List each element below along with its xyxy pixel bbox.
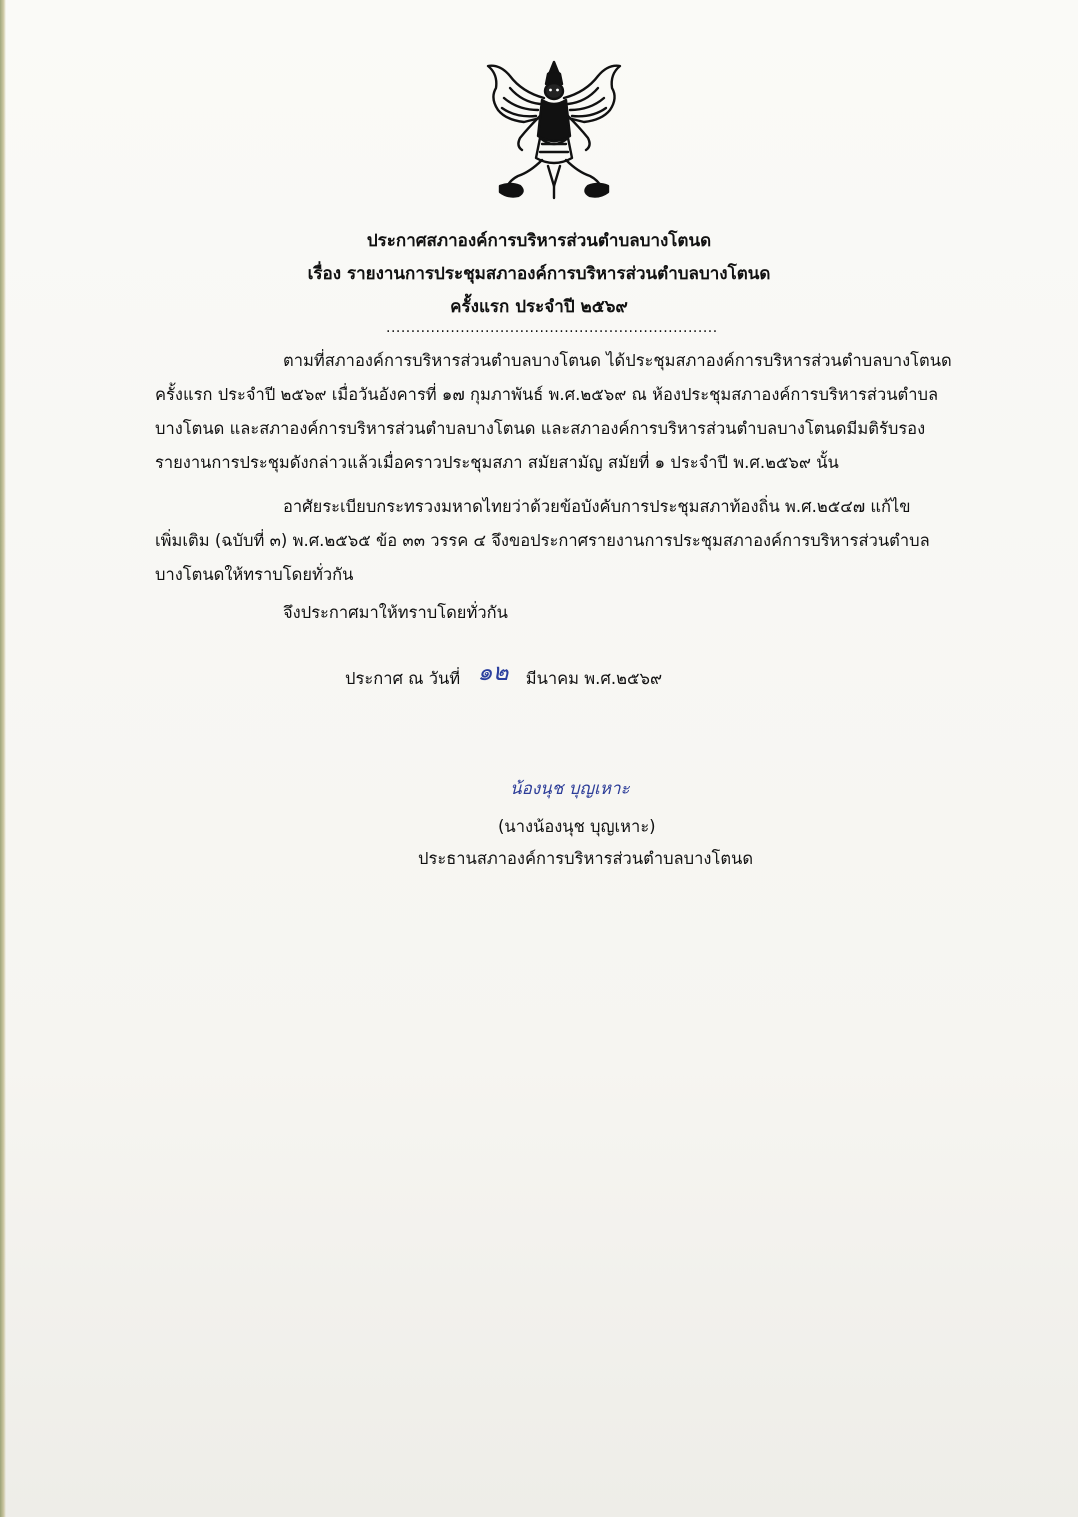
- paragraph-line: บางโตนดให้ทราบโดยทั่วกัน: [155, 565, 354, 584]
- signature: [510, 775, 690, 819]
- scan-edge: [0, 0, 6, 1517]
- paragraph-line: ตามที่สภาองค์การบริหารส่วนตำบลบางโตนด ได้ประชุมสภาองค์การบริหารส่วนตำบลบางโตนด: [283, 351, 952, 370]
- date-suffix: มีนาคม พ.ศ.๒๕๖๙: [525, 669, 663, 688]
- garuda-emblem-icon: [470, 58, 638, 202]
- date-line: [345, 656, 662, 695]
- document-heading: [160, 225, 918, 324]
- heading-session: ครั้งแรก ประจำปี ๒๕๖๙: [450, 297, 628, 317]
- date-prefix: ประกาศ ณ วันที่: [345, 669, 461, 688]
- signer-name: (นางน้องนุช บุญเหาะ): [498, 817, 656, 836]
- announcement-line: จึงประกาศมาให้ทราบโดยทั่วกัน: [283, 603, 508, 622]
- paragraph-meeting: [155, 344, 995, 480]
- heading-subject: เรื่อง รายงานการประชุมสภาองค์การบริหารส่วนตำบลบางโตนด: [307, 264, 771, 284]
- paragraph-line: อาศัยระเบียบกระทรวงมหาดไทยว่าด้วยข้อบังคับการประชุมสภาท้องถิ่น พ.ศ.๒๕๔๗ แก้ไข: [283, 497, 911, 516]
- date-day-handwritten: ๑๒: [477, 658, 509, 686]
- paragraph-line: บางโตนด และสภาองค์การบริหารส่วนตำบลบางโตนด และสภาองค์การบริหารส่วนตำบลบางโตนดมีมติรับรอง: [155, 419, 926, 438]
- paragraph-line: เพิ่มเติม (ฉบับที่ ๓) พ.ศ.๒๕๖๕ ข้อ ๓๓ วรรค ๔ จึงขอประกาศรายงานการประชุมสภาองค์การบริหารส่วนตำบล: [155, 531, 930, 550]
- signer-title: ประธานสภาองค์การบริหารส่วนตำบลบางโตนด: [418, 849, 754, 868]
- paragraph-line: รายงานการประชุมดังกล่าวแล้วเมื่อคราวประชุมสภา สมัยสามัญ สมัยที่ ๑ ประจำปี พ.ศ.๒๕๖๙ นั้น: [155, 453, 839, 472]
- paragraph-line: ครั้งแรก ประจำปี ๒๕๖๙ เมื่อวันอังคารที่ ๑๗ กุมภาพันธ์ พ.ศ.๒๕๖๙ ณ ห้องประชุมสภาองค์การบริหารส่วนตำบล: [155, 385, 939, 404]
- paragraph-regulation: [155, 490, 995, 592]
- signature-handwritten: น้องนุช บุญเหาะ: [510, 779, 630, 799]
- heading-title: ประกาศสภาองค์การบริหารส่วนตำบลบางโตนด: [366, 231, 712, 251]
- separator-line: ...................................................................: [386, 320, 718, 336]
